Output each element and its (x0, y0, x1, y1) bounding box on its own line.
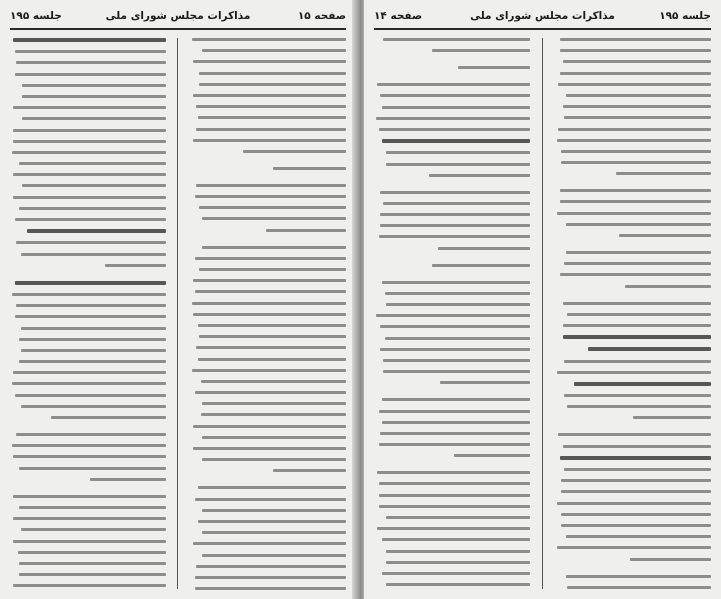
text-line (193, 425, 346, 428)
text-line (563, 445, 711, 448)
text-line (376, 117, 530, 120)
text-line (193, 313, 346, 316)
text-line (560, 200, 711, 203)
left-page-column-rule (177, 38, 178, 589)
text-line (379, 443, 530, 446)
text-line (574, 382, 711, 386)
text-line (19, 360, 166, 363)
text-line (386, 303, 530, 306)
text-line (383, 359, 530, 362)
text-line (13, 129, 166, 132)
text-line (564, 262, 711, 265)
text-line (564, 360, 711, 363)
text-line (379, 235, 530, 238)
text-line (196, 128, 346, 131)
text-line (380, 213, 530, 216)
text-line (243, 150, 346, 153)
text-line (16, 304, 166, 307)
text-line (564, 116, 711, 119)
text-line (564, 468, 711, 471)
text-line (380, 191, 530, 194)
text-line (380, 325, 530, 328)
text-line (202, 458, 346, 461)
text-line (563, 324, 711, 327)
text-line (198, 520, 346, 523)
text-line (557, 502, 711, 505)
text-line (563, 335, 711, 339)
text-line (192, 302, 346, 305)
text-line (199, 206, 346, 209)
text-line (12, 444, 166, 447)
right-page (364, 0, 721, 599)
text-line (561, 150, 711, 153)
text-line (195, 391, 346, 394)
text-line (22, 184, 166, 187)
text-line (273, 469, 346, 472)
right-page-header (374, 6, 711, 30)
text-line (432, 264, 530, 267)
right-page-journal-title: مذاکرات مجلس شورای ملی (470, 10, 615, 22)
text-line (90, 478, 166, 481)
text-line (566, 223, 711, 226)
text-line (12, 151, 166, 154)
text-line (560, 456, 711, 460)
text-line (386, 561, 530, 564)
right-page-left-column (374, 38, 530, 591)
text-line (15, 73, 166, 76)
text-line (195, 498, 346, 501)
text-line (458, 66, 530, 69)
text-line (198, 324, 346, 327)
text-line (560, 273, 711, 276)
text-line (193, 139, 346, 142)
text-line (566, 94, 711, 97)
text-line (386, 516, 530, 519)
left-page-session: جلسه ۱۹۵ (10, 10, 62, 22)
text-line (198, 116, 346, 119)
text-line (385, 337, 530, 340)
left-page-header (10, 6, 346, 30)
text-line (192, 369, 346, 372)
text-line (560, 38, 711, 41)
text-line (558, 83, 711, 86)
text-line (193, 542, 346, 545)
text-line (630, 558, 711, 561)
text-line (382, 398, 530, 401)
text-line (376, 314, 530, 317)
text-line (561, 479, 711, 482)
text-line (18, 551, 166, 554)
text-line (198, 486, 346, 489)
right-page-right-column (555, 38, 711, 591)
text-line (564, 394, 711, 397)
text-line (193, 279, 346, 282)
left-page-left-column (10, 38, 166, 591)
text-line (199, 335, 346, 338)
text-line (19, 162, 166, 165)
text-line (201, 413, 346, 416)
text-line (21, 349, 166, 352)
text-line (13, 140, 166, 143)
text-line (192, 38, 346, 41)
text-line (13, 38, 166, 42)
text-line (382, 572, 530, 575)
text-line (383, 370, 530, 373)
text-line (380, 94, 530, 97)
text-line (625, 285, 711, 288)
text-line (386, 550, 530, 553)
text-line (566, 535, 711, 538)
text-line (557, 212, 711, 215)
text-line (13, 540, 166, 543)
text-line (202, 49, 346, 52)
text-line (13, 495, 166, 498)
text-line (377, 83, 530, 86)
right-page-number: صفحه ۱۴ (374, 10, 423, 22)
text-line (382, 538, 530, 541)
text-line (557, 546, 711, 549)
text-line (196, 565, 346, 568)
text-line (567, 313, 711, 316)
text-line (195, 587, 346, 590)
text-line (386, 151, 530, 154)
text-line (196, 346, 346, 349)
text-line (19, 573, 166, 576)
text-line (563, 105, 711, 108)
text-line (13, 517, 166, 520)
text-line (15, 394, 166, 397)
text-line (440, 381, 530, 384)
text-line (13, 455, 166, 458)
text-line (561, 490, 711, 493)
text-line (13, 371, 166, 374)
text-line (19, 562, 166, 565)
text-line (15, 281, 166, 285)
text-line (383, 38, 530, 41)
text-line (379, 128, 530, 131)
text-line (382, 106, 530, 109)
text-line (15, 50, 166, 53)
text-line (266, 229, 346, 232)
text-line (19, 506, 166, 509)
text-line (380, 348, 530, 351)
text-line (558, 128, 711, 131)
text-line (454, 454, 530, 457)
text-line (198, 358, 346, 361)
text-line (386, 583, 530, 586)
text-line (196, 184, 346, 187)
text-line (563, 302, 711, 305)
right-page-session: جلسه ۱۹۵ (659, 10, 711, 22)
text-line (202, 554, 346, 557)
text-line (202, 509, 346, 512)
text-line (379, 410, 530, 413)
text-line (380, 432, 530, 435)
text-line (379, 494, 530, 497)
text-line (195, 290, 346, 293)
text-line (195, 576, 346, 579)
text-line (567, 405, 711, 408)
text-line (560, 189, 711, 192)
text-line (557, 371, 711, 374)
text-line (386, 163, 530, 166)
text-line (13, 173, 166, 176)
text-line (16, 61, 166, 64)
text-line (202, 402, 346, 405)
text-line (21, 405, 166, 408)
text-line (12, 382, 166, 385)
text-line (12, 293, 166, 296)
text-line (21, 253, 166, 256)
text-line (558, 433, 711, 436)
text-line (15, 315, 166, 318)
text-line (199, 72, 346, 75)
text-line (566, 251, 711, 254)
text-line (380, 224, 530, 227)
text-line (619, 234, 711, 237)
text-line (566, 575, 711, 578)
text-line (22, 84, 166, 87)
text-line (195, 257, 346, 260)
left-page (0, 0, 356, 599)
left-page-right-column (190, 38, 346, 591)
text-line (195, 195, 346, 198)
text-line (385, 292, 530, 295)
text-line (377, 471, 530, 474)
text-line (202, 531, 346, 534)
text-line (560, 72, 711, 75)
text-line (557, 139, 711, 142)
text-line (193, 60, 346, 63)
left-page-number: صفحه ۱۵ (297, 10, 346, 22)
text-line (21, 327, 166, 330)
text-line (21, 528, 166, 531)
text-line (193, 94, 346, 97)
text-line (105, 264, 166, 267)
text-line (16, 433, 166, 436)
text-line (383, 202, 530, 205)
text-line (560, 49, 711, 52)
text-line (379, 505, 530, 508)
text-line (196, 105, 346, 108)
text-line (22, 117, 166, 120)
text-line (438, 247, 530, 250)
text-line (382, 421, 530, 424)
text-line (588, 347, 711, 351)
text-line (567, 586, 711, 589)
text-line (561, 161, 711, 164)
text-line (273, 167, 346, 170)
text-line (379, 482, 530, 485)
text-line (561, 524, 711, 527)
right-page-column-rule (542, 38, 543, 589)
text-line (202, 436, 346, 439)
text-line (563, 60, 711, 63)
text-line (616, 172, 711, 175)
text-line (633, 416, 711, 419)
text-line (202, 246, 346, 249)
text-line (16, 241, 166, 244)
text-line (27, 229, 166, 233)
text-line (22, 95, 166, 98)
text-line (13, 106, 166, 109)
text-line (382, 281, 530, 284)
text-line (19, 338, 166, 341)
text-line (432, 49, 530, 52)
text-line (429, 174, 530, 177)
text-line (13, 584, 166, 587)
text-line (202, 217, 346, 220)
left-page-journal-title: مذاکرات مجلس شورای ملی (105, 10, 251, 22)
text-line (382, 139, 530, 143)
text-line (199, 83, 346, 86)
text-line (51, 416, 166, 419)
text-line (377, 527, 530, 530)
text-line (201, 380, 346, 383)
text-line (15, 218, 166, 221)
text-line (199, 268, 346, 271)
text-line (193, 447, 346, 450)
text-line (561, 513, 711, 516)
text-line (19, 467, 166, 470)
text-line (13, 196, 166, 199)
text-line (19, 207, 166, 210)
